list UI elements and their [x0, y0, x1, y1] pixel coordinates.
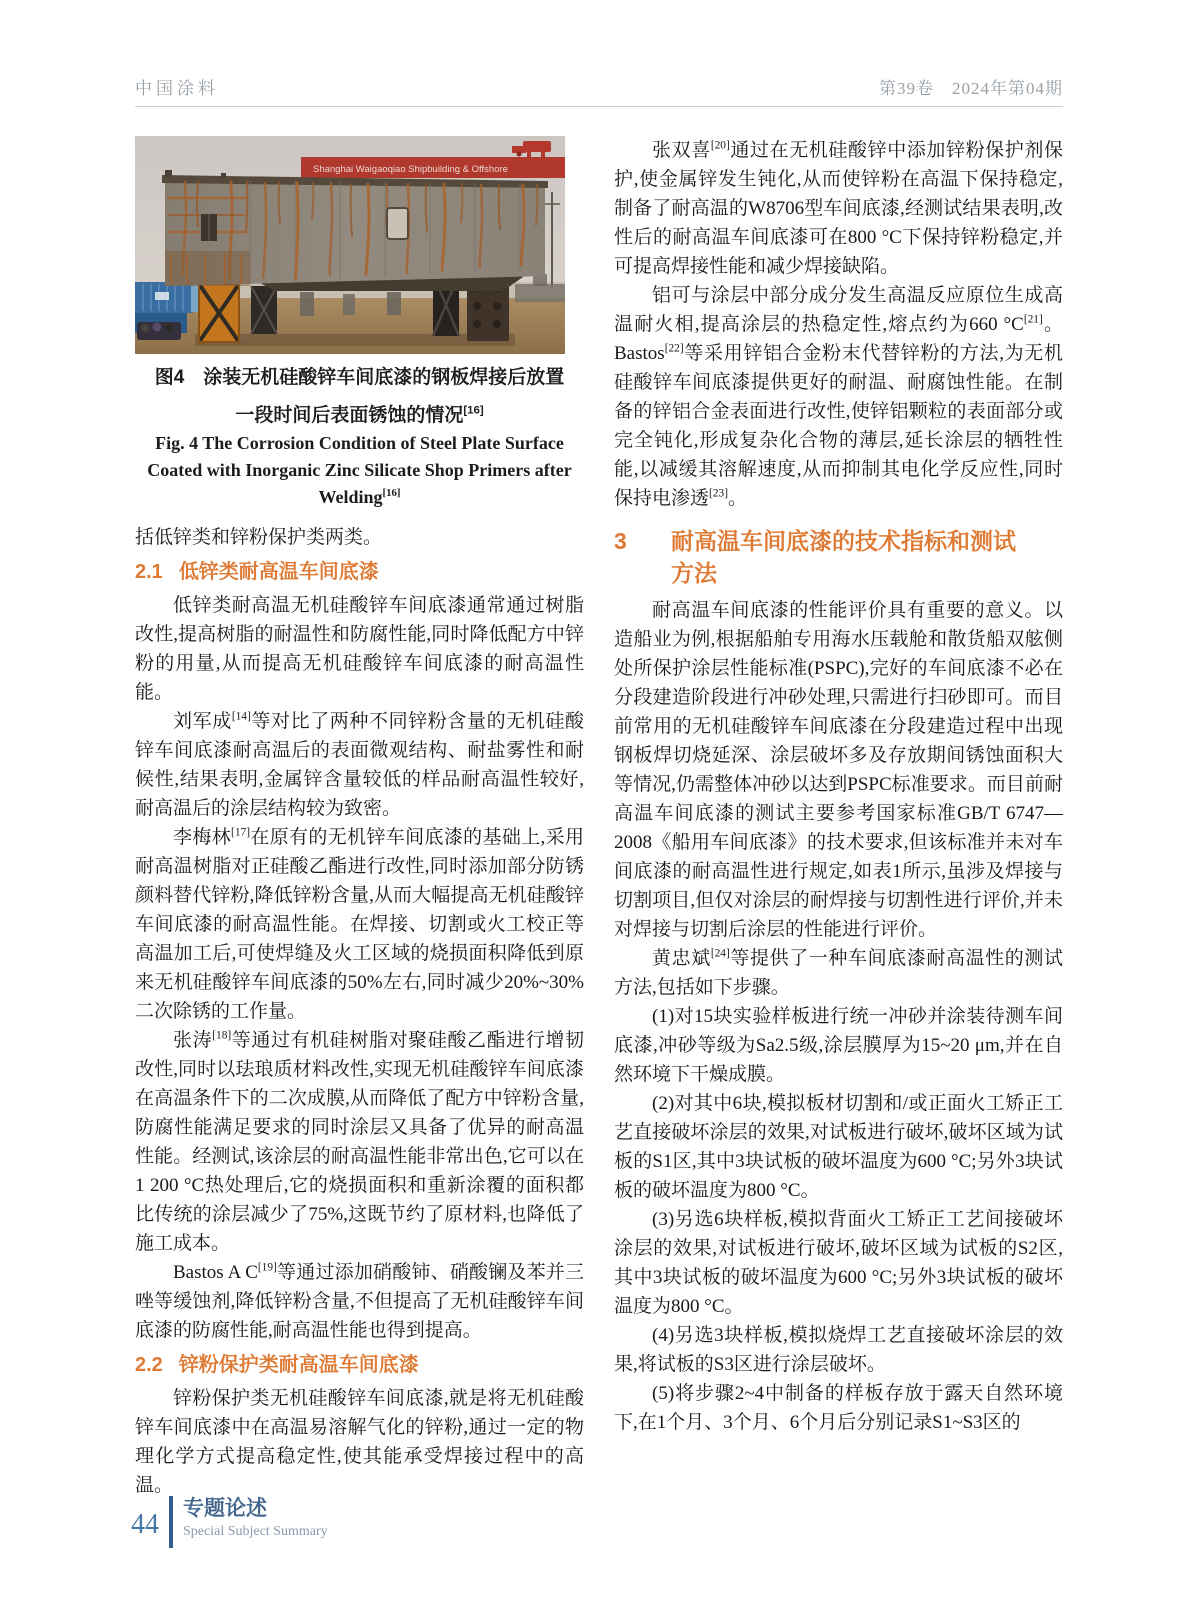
paragraph: (1)对15块实验样板进行统一冲砂并涂装待测车间底漆,冲砂等级为Sa2.5级,涂层膜厚为15~20 μm,并在自然环境下干燥成膜。: [614, 1006, 1063, 1085]
caption-cn-line1: 图4 涂装无机硅酸锌车间底漆的钢板焊接后放置: [154, 367, 565, 388]
section-heading-2-1: [135, 556, 584, 588]
column-name-cn: 专题论述: [183, 1497, 267, 1520]
paragraph: (4)另选3块样板,模拟烧焊工艺直接破坏涂层的效果,将试板的S3区进行涂层破坏。: [614, 1325, 1063, 1375]
section-title-line1: 耐高温车间底漆的技术指标和测试: [671, 528, 1016, 554]
section-title: 低锌类耐高温车间底漆: [178, 561, 379, 583]
figure4-photo: [135, 136, 565, 354]
page-footer: [131, 1496, 328, 1548]
figure4-caption: [135, 363, 584, 511]
caption-cn-line2: 一段时间后表面锈蚀的情况[16]: [235, 404, 484, 426]
paragraph: 铝可与涂层中部分成分发生高温反应原位生成高温耐火相,提高涂层的热稳定性,熔点约为660 °C[21]。Bastos[22]等采用锌铝合金粉末代替锌粉的方法,为无机硅酸锌车间底漆提供更好的耐温、耐腐蚀性能。在制备的锌铝合金表面进行改性,使锌铝颗粒的表面部分或完全钝化,形成复杂化合物的薄层,延长涂层的牺牲性能,以减缓其溶解速度,从而抑制其电化学反应性,同时保持电渗透[23]。: [614, 285, 1063, 509]
paragraph: (5)将步骤2~4中制备的样板存放于露天自然环境下,在1个月、3个月、6个月后分别记录S1~S3区的: [614, 1383, 1063, 1433]
page-number: 44: [131, 1509, 159, 1540]
shipyard-sign: [301, 157, 565, 178]
paragraph: 锌粉保护类无机硅酸锌车间底漆,就是将无机硅酸锌车间底漆中在高温易溶解气化的锌粉,通过一定的物理化学方式提高稳定性,使其能承受焊接过程中的高温。: [135, 1388, 584, 1496]
paragraph: 张双喜[20]通过在无机硅酸锌中添加锌粉保护剂保护,使金属锌发生钝化,从而使锌粉在高温下保持稳定,制备了耐高温的W8706型车间底漆,经测试结果表明,改性后的耐高温车间底漆可在800 °C下保持锌粉稳定,并可提高焊接性能和减少焊接缺陷。: [614, 139, 1063, 277]
paragraph: 张涛[18]等通过有机硅树脂对聚硅酸乙酯进行增韧改性,同时以珐琅质材料改性,实现无机硅酸锌车间底漆在高温条件下的二次成膜,从而降低了配方中锌粉含量,防腐性能满足要求的同时涂层又具备了优异的耐高温性能。经测试,该涂层的耐高温性能非常出色,它可以在1 200 °C热处理后,它的烧损面积和重新涂覆的面积都比传统的涂层减少了75%,这既节约了原材料,也降低了施工成本。: [135, 1029, 584, 1254]
left-column: [135, 136, 584, 1500]
paragraph: 黄忠斌[24]等提供了一种车间底漆耐高温性的测试方法,包括如下步骤。: [614, 947, 1063, 998]
column-name-en: Special Subject Summary: [183, 1524, 328, 1539]
section-number: 2.2: [135, 1354, 163, 1376]
section-heading-3: [614, 525, 1063, 589]
paragraph: (2)对其中6块,模拟板材切割和/或正面火工矫正工艺直接破坏涂层的效果,对试板进行破坏,破坏区域为试板的S1区,其中3块试板的破坏温度为600 °C;另外3块试板的破坏温度为800 °C。: [614, 1093, 1063, 1201]
volume-issue: 第39卷 2024年第04期: [879, 79, 1063, 98]
block-opening: [387, 208, 408, 239]
caption-en-line1: Fig. 4 The Corrosion Condition of Steel Plate Surface: [155, 433, 564, 453]
paragraph: 耐高温车间底漆的性能评价具有重要的意义。以造船业为例,根据船舶专用海水压载舱和散货船双舷侧处所保护涂层性能标准(PSPC),完好的车间底漆不必在分段建造阶段进行冲砂处理,只需进行扫砂即可。而目前常用的无机硅酸锌车间底漆在分段建造过程中出现钢板焊切烧延深、涂层破坏多及存放期间锈蚀面积大等情况,仍需整体冲砂以达到PSPC标准要求。而目前耐高温车间底漆的测试主要参考国家标准GB/T 6747—2008《船用车间底漆》的技术要求,但该标准并未对车间底漆的耐高温性进行规定,如表1所示,虽涉及焊接与切割项目,但仅对涂层的耐焊接与切割性进行评价,并未对焊接与切割后涂层的性能进行评价。: [614, 600, 1063, 940]
caption-en-line2: Coated with Inorganic Zinc Silicate Shop Primers after: [147, 460, 572, 480]
paragraph: 括低锌类和锌粉保护类两类。: [135, 527, 383, 548]
journal-title: 中国涂料: [135, 79, 219, 98]
section-title-line2: 方法: [671, 560, 717, 586]
paint-drums: [137, 322, 181, 340]
page-header: [135, 74, 1063, 107]
content-columns: [135, 136, 1063, 1500]
caption-en-line3: Welding[16]: [318, 487, 401, 507]
steel-block: [162, 170, 548, 291]
shipyard-sign-text: Shanghai Waigaoqiao Shipbuilding & Offshore: [313, 164, 508, 175]
footer-divider: [169, 1496, 173, 1548]
paragraph: 李梅林[17]在原有的无机锌车间底漆的基础上,采用耐高温树脂对正硅酸乙酯进行改性,同时添加部分防锈颜料替代锌粉,降低锌粉含量,从而大幅提高无机硅酸锌车间底漆的耐高温性能。在焊接、切割或火工校正等高温加工后,可使焊缝及火工区域的烧损面积降低到原来无机硅酸锌车间底漆的50%左右,同时减少20%~30%二次除锈的工作量。: [135, 826, 584, 1022]
section-title: 锌粉保护类耐高温车间底漆: [178, 1354, 419, 1376]
paragraph: 低锌类耐高温无机硅酸锌车间底漆通常通过树脂改性,提高树脂的耐温性和防腐性能,同时降低配方中锌粉的用量,从而提高无机硅酸锌车间底漆的耐高温性能。: [135, 595, 584, 703]
paragraph: 刘军成[14]等对比了两种不同锌粉含量的无机硅酸锌车间底漆耐高温后的表面微观结构、耐盐雾性和耐候性,结果表明,金属锌含量较低的样品耐高温性较好,耐高温后的涂层结构较为致密。: [135, 710, 584, 819]
section-number: 2.1: [135, 561, 163, 583]
paragraph: (3)另选6块样板,模拟背面火工矫正工艺间接破坏涂层的效果,对试板进行破坏,破坏区域为试板的S2区,其中3块试板的破坏温度为600 °C;另外3块试板的破坏温度为800 °C。: [614, 1209, 1063, 1317]
paragraph: Bastos A C[19]等通过添加硝酸铈、硝酸镧及苯并三唑等缓蚀剂,降低锌粉含量,不但提高了无机硅酸锌车间底漆的防腐性能,耐高温性能也得到提高。: [135, 1261, 584, 1341]
section-number: 3: [614, 528, 627, 554]
right-column: [614, 136, 1063, 1500]
section-heading-2-2: [135, 1349, 584, 1381]
